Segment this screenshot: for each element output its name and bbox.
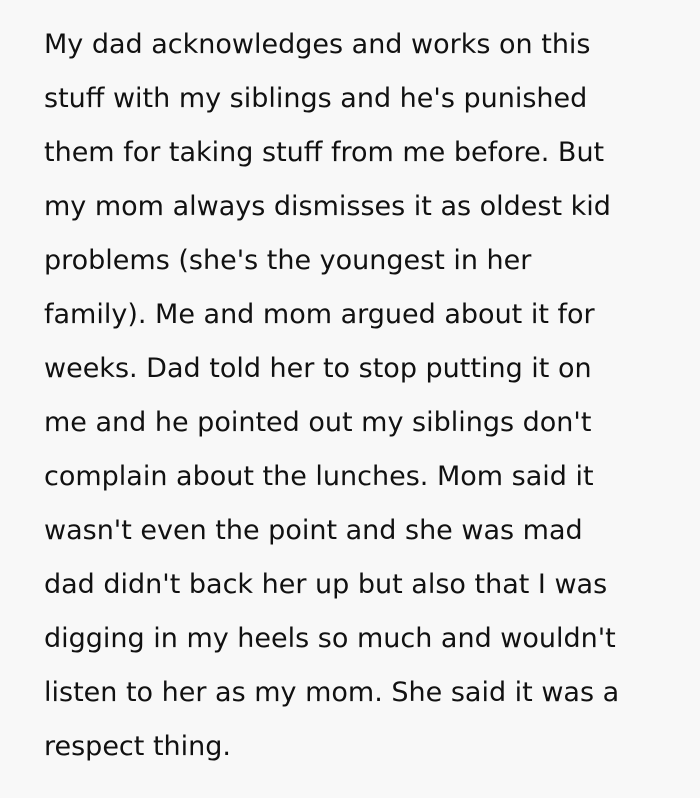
text-line: wasn't even the point and she was mad — [44, 515, 583, 546]
text-line: complain about the lunches. Mom said it — [44, 461, 594, 492]
text-line: family). Me and mom argued about it for — [44, 299, 595, 330]
text-line: My dad acknowledges and works on this — [44, 29, 591, 60]
text-line: me and he pointed out my siblings don't — [44, 407, 592, 438]
text-line: dad didn't back her up but also that I was — [44, 569, 608, 600]
story-paragraph — [44, 27, 684, 783]
text-line: respect thing. — [44, 731, 231, 762]
text-line: digging in my heels so much and wouldn't — [44, 623, 616, 654]
text-line: stuff with my siblings and he's punished — [44, 83, 588, 114]
text-line: problems (she's the youngest in her — [44, 245, 532, 276]
text-line: my mom always dismisses it as oldest kid — [44, 191, 611, 222]
text-line: them for taking stuff from me before. But — [44, 137, 605, 168]
text-line: listen to her as my mom. She said it was a — [44, 677, 620, 708]
text-line: weeks. Dad told her to stop putting it on — [44, 353, 592, 384]
